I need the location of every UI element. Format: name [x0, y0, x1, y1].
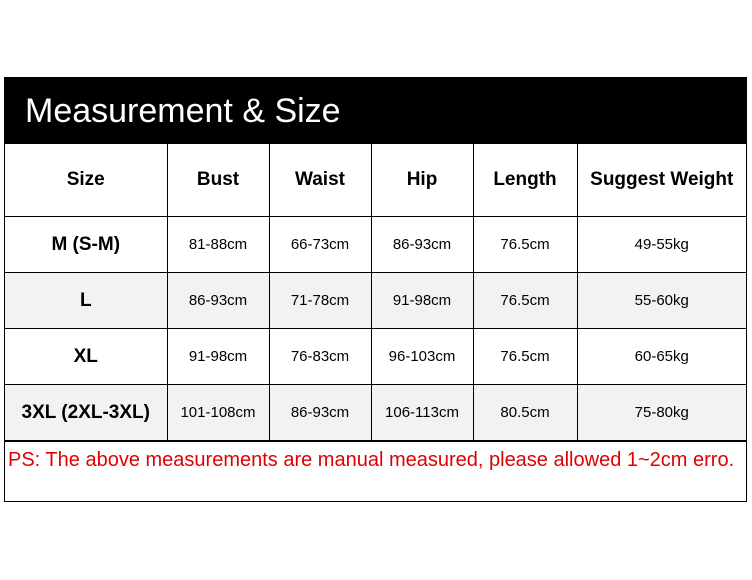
- size-table: [5, 144, 746, 441]
- waist-cell: 76-83cm: [269, 329, 371, 385]
- hip-cell: 91-98cm: [371, 273, 473, 329]
- waist-cell: 86-93cm: [269, 385, 371, 441]
- bust-cell: 86-93cm: [167, 273, 269, 329]
- hip-cell: 86-93cm: [371, 217, 473, 273]
- table-row: [5, 385, 746, 441]
- bust-cell: 91-98cm: [167, 329, 269, 385]
- table-row: [5, 329, 746, 385]
- header-suggest-weight: Suggest Weight: [577, 144, 746, 217]
- table-header-row: [5, 144, 746, 217]
- table-row: [5, 217, 746, 273]
- waist-cell: 71-78cm: [269, 273, 371, 329]
- weight-cell: 49-55kg: [577, 217, 746, 273]
- header-hip: Hip: [371, 144, 473, 217]
- length-cell: 76.5cm: [473, 217, 577, 273]
- size-cell: 3XL (2XL-3XL): [5, 385, 167, 441]
- length-cell: 76.5cm: [473, 273, 577, 329]
- header-size: Size: [5, 144, 167, 217]
- header-length: Length: [473, 144, 577, 217]
- waist-cell: 66-73cm: [269, 217, 371, 273]
- hip-cell: 106-113cm: [371, 385, 473, 441]
- size-cell: XL: [5, 329, 167, 385]
- measurement-note: PS: The above measurements are manual measured, please allowed 1~2cm erro.: [5, 441, 746, 501]
- weight-cell: 60-65kg: [577, 329, 746, 385]
- bust-cell: 101-108cm: [167, 385, 269, 441]
- header-bust: Bust: [167, 144, 269, 217]
- hip-cell: 96-103cm: [371, 329, 473, 385]
- size-cell: L: [5, 273, 167, 329]
- length-cell: 76.5cm: [473, 329, 577, 385]
- size-chart: [4, 77, 747, 502]
- header-waist: Waist: [269, 144, 371, 217]
- weight-cell: 75-80kg: [577, 385, 746, 441]
- chart-title: Measurement & Size: [5, 78, 746, 144]
- length-cell: 80.5cm: [473, 385, 577, 441]
- table-row: [5, 273, 746, 329]
- weight-cell: 55-60kg: [577, 273, 746, 329]
- bust-cell: 81-88cm: [167, 217, 269, 273]
- size-cell: M (S-M): [5, 217, 167, 273]
